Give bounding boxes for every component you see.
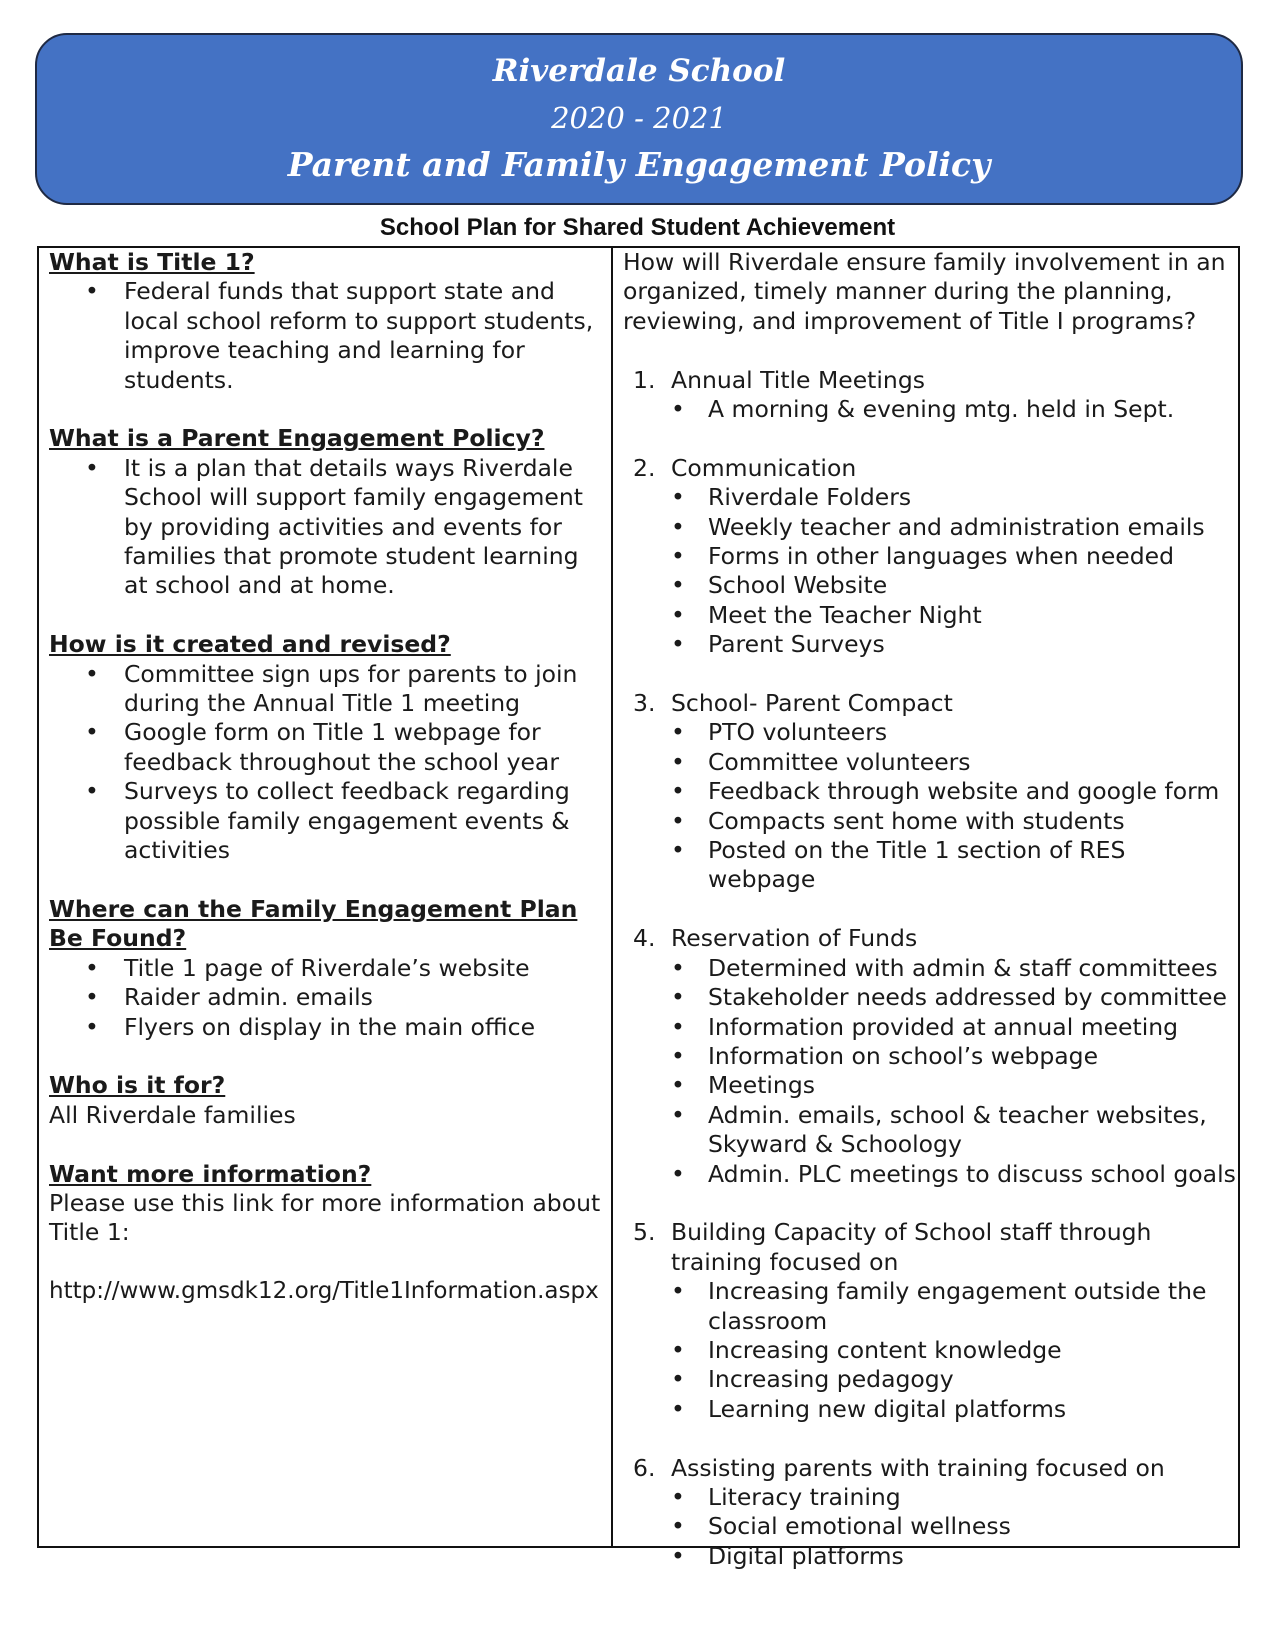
list-item: • Digital platforms xyxy=(623,1542,1237,1571)
plan-table xyxy=(37,246,1240,1570)
list-item: • Admin. PLC meetings to discuss school goals xyxy=(623,1160,1237,1189)
list-item: • Meetings xyxy=(623,1071,1237,1100)
list-item: • PTO volunteers xyxy=(623,718,1237,747)
list-item: • Committee volunteers xyxy=(623,748,1237,777)
list-item: • Riverdale Folders xyxy=(623,483,1237,512)
list-item: • Weekly teacher and administration emails xyxy=(623,513,1237,542)
policy-title: Parent and Family Engagement Policy xyxy=(287,145,991,184)
section-2-bullets xyxy=(623,483,1237,659)
list-item: • Social emotional wellness xyxy=(623,1512,1237,1541)
section-reservation-of-funds: 4. Reservation of Funds xyxy=(633,924,918,953)
policy-bullets xyxy=(49,454,609,601)
header-banner xyxy=(35,33,1243,205)
list-item: • Stakeholder needs addressed by committee xyxy=(623,983,1237,1012)
section-6-bullets xyxy=(623,1483,1237,1571)
list-item: • Increasing pedagogy xyxy=(623,1365,1237,1394)
school-name: Riverdale School xyxy=(492,53,786,89)
list-item: • Increasing family engagement outside the classroom xyxy=(623,1277,1237,1336)
list-item: • Surveys to collect feedback regarding possible family engagement events & activities xyxy=(49,777,609,865)
school-year: 2020 - 2021 xyxy=(551,101,727,135)
column-divider xyxy=(611,248,613,1546)
section-4-bullets xyxy=(623,954,1237,1189)
list-item: • Admin. emails, school & teacher websites, Skyward & Schoology xyxy=(623,1101,1237,1160)
who-answer: All Riverdale families xyxy=(49,1100,296,1129)
list-item: • Committee sign ups for parents to join during the Annual Title 1 meeting xyxy=(49,660,609,719)
list-item: • Information provided at annual meeting xyxy=(623,1013,1237,1042)
title-1-info-link[interactable]: http://www.gmsdk12.org/Title1Information.aspx xyxy=(49,1278,599,1305)
right-column xyxy=(623,248,1237,1571)
list-item: • Federal funds that support state and local school reform to support students, improve teaching and learning for students. xyxy=(49,277,609,395)
list-item: • Google form on Title 1 webpage for feedback throughout the school year xyxy=(49,718,609,777)
list-item: • Information on school’s webpage xyxy=(623,1042,1237,1071)
list-item: • It is a plan that details ways Riverdale School will support family engagement by providing activities and events for families that promote student learning at school and at home. xyxy=(49,454,609,601)
list-item: • Compacts sent home with students xyxy=(623,807,1237,836)
section-school-parent-compact: 3. School- Parent Compact xyxy=(633,689,953,718)
list-item: • A morning & evening mtg. held in Sept. xyxy=(623,395,1237,424)
list-item: • Posted on the Title 1 section of RES webpage xyxy=(623,836,1237,895)
list-item: • Forms in other languages when needed xyxy=(623,542,1237,571)
section-1-bullets xyxy=(623,395,1237,424)
list-item: • Literacy training xyxy=(623,1483,1237,1512)
section-5-bullets xyxy=(623,1277,1237,1424)
created-bullets xyxy=(49,660,609,866)
question-more-information: Want more information? xyxy=(49,1159,372,1188)
left-column xyxy=(49,248,609,1307)
question-where-found: Where can the Family Engagement Plan Be Found? xyxy=(49,894,578,953)
more-information-text: Please use this link for more information about Title 1: xyxy=(49,1188,601,1247)
title-1-bullets xyxy=(49,277,609,395)
list-item: • Increasing content knowledge xyxy=(623,1336,1237,1365)
list-item: • Parent Surveys xyxy=(623,630,1237,659)
section-building-capacity: 5. Building Capacity of School staff through training focused on xyxy=(633,1218,1152,1276)
list-item: • Feedback through website and google form xyxy=(623,777,1237,806)
list-item: • Flyers on display in the main office xyxy=(49,1013,609,1042)
plan-heading: School Plan for Shared Student Achievement xyxy=(379,214,896,241)
section-3-bullets xyxy=(623,718,1237,894)
list-item: • Meet the Teacher Night xyxy=(623,601,1237,630)
question-created-revised: How is it created and revised? xyxy=(49,630,451,659)
found-bullets xyxy=(49,954,609,1042)
list-item: • Title 1 page of Riverdale’s website xyxy=(49,954,609,983)
question-what-is-title-1: What is Title 1? xyxy=(49,248,255,276)
list-item: • School Website xyxy=(623,571,1237,600)
list-item: • Determined with admin & staff committees xyxy=(623,954,1237,983)
section-assisting-parents: 6. Assisting parents with training focused on xyxy=(633,1453,1165,1482)
question-who-is-it-for: Who is it for? xyxy=(49,1071,226,1100)
list-item: • Learning new digital platforms xyxy=(623,1395,1237,1424)
list-item: • Raider admin. emails xyxy=(49,983,609,1012)
question-parent-engagement-policy: What is a Parent Engagement Policy? xyxy=(49,424,545,453)
section-annual-title-meetings: 1. Annual Title Meetings xyxy=(633,365,925,394)
right-intro: How will Riverdale ensure family involvement in an organized, timely manner during the planning, reviewing, and improvement of Title I programs? xyxy=(623,248,1226,335)
section-communication: 2. Communication xyxy=(633,453,857,482)
